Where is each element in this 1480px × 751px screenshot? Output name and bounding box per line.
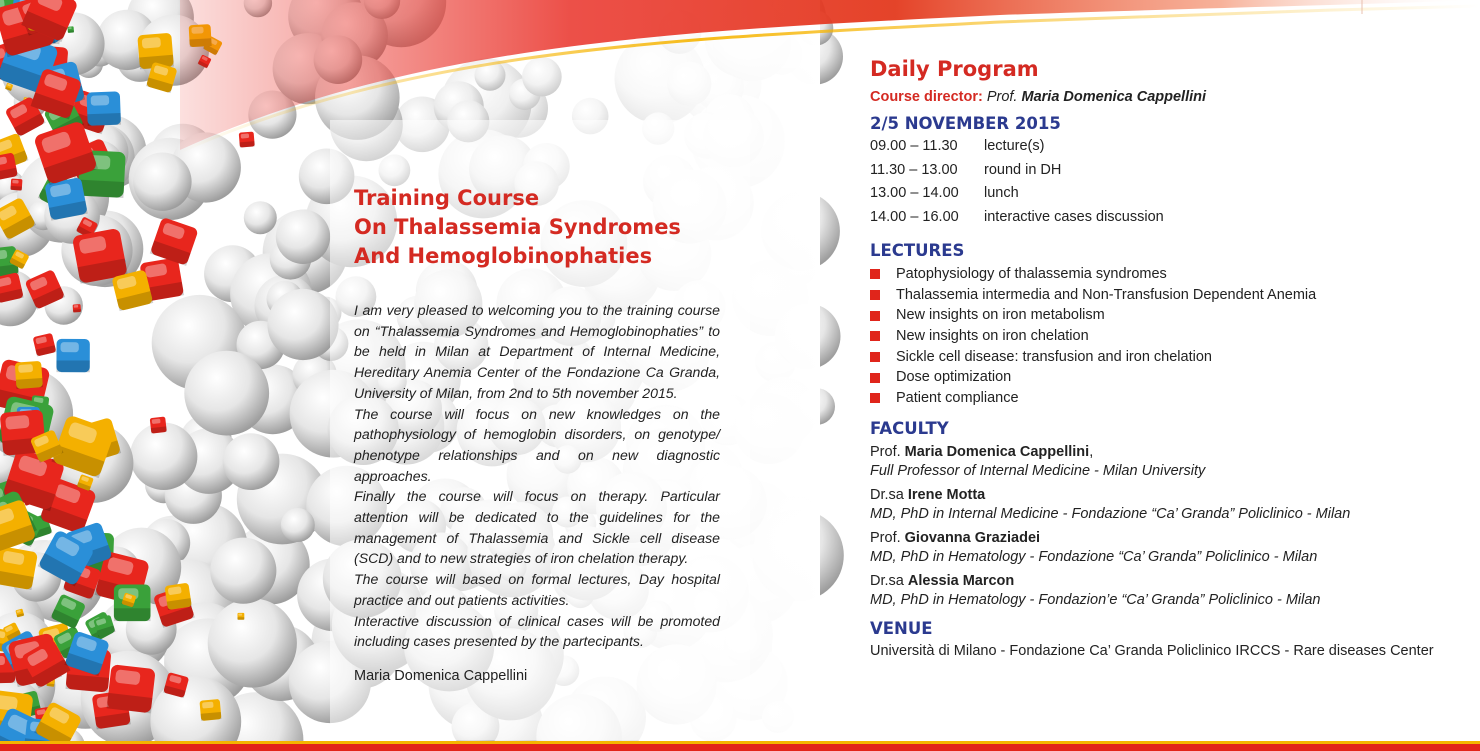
schedule-row <box>870 135 1470 159</box>
course-title-line: On Thalassemia Syndromes <box>354 215 681 239</box>
lecture-title: Sickle cell disease: transfusion and iron chelation <box>896 348 1212 365</box>
faculty-name: Alessia Marcon <box>907 572 1015 589</box>
faculty-name: Irene Motta <box>907 486 986 503</box>
course-title-line: And Hemoglobinophaties <box>354 244 653 268</box>
letter-paragraph: The course will based on formal lectures, Day hospital practice and out patients activities. <box>354 571 720 608</box>
bullet-square-icon <box>870 269 880 279</box>
schedule-row <box>870 159 1470 183</box>
schedule-activity: round in DH <box>984 161 1062 178</box>
intro-section <box>354 184 720 652</box>
daily-program <box>870 55 1470 662</box>
cube-decoration <box>150 416 167 433</box>
faculty-title: Dr.sa <box>870 572 904 589</box>
schedule-row <box>870 182 1470 206</box>
schedule-time: 13.00 – 14.00 <box>870 185 959 202</box>
list-item <box>870 305 1470 326</box>
venue-address: Università di Milano - Fondazione Ca’ Granda Policlinico IRCCS - Rare diseases Center <box>870 642 1434 659</box>
cube-decoration <box>164 583 191 610</box>
cube-decoration <box>0 546 38 590</box>
cube-decoration <box>67 26 74 33</box>
faculty-role: MD, PhD in Hematology - Fondazione “Ca’ Granda” Policlinico - Milan <box>870 548 1318 565</box>
faculty-name: Maria Domenica Cappellini <box>904 443 1090 460</box>
bullet-square-icon <box>870 290 880 300</box>
letter-paragraph: I am very pleased to welcoming you to the training course on “Thalassemia Syndromes and Hemoglobinophaties” to be held in Milan at Department of Internal Medicine, Hereditary Anemia Center of the Fondazione Ca Granda, University of Milan, from 2nd to 5th november 2015. <box>354 302 720 401</box>
letter-paragraph: The course will focus on new knowledges on the pathophysiology of hemoglobin disorders, on genotype/ phenotype relationships and on new diagnostic approaches. <box>354 405 720 484</box>
bullet-square-icon <box>870 393 880 403</box>
faculty-member <box>870 571 1470 610</box>
cube-decoration <box>107 664 156 713</box>
bottom-color-bar <box>0 741 1480 751</box>
list-item <box>870 347 1470 368</box>
course-title-line: Training Course <box>354 186 540 210</box>
letter-signature: Maria Domenica Cappellini <box>354 668 528 684</box>
faculty-role: MD, PhD in Hematology - Fondazion’e “Ca’ Granda” Policlinico - Milan <box>870 591 1321 608</box>
list-item <box>870 326 1470 347</box>
cube-decoration <box>237 613 244 620</box>
faculty-member <box>870 442 1470 481</box>
faculty-role: MD, PhD in Internal Medicine - Fondazione “Ca’ Granda” Policlinico - Milan <box>870 505 1351 522</box>
schedule <box>870 135 1470 230</box>
faculty-heading: FACULTY <box>870 418 949 438</box>
schedule-time: 09.00 – 11.30 <box>870 138 958 154</box>
schedule-activity: lecture(s) <box>984 138 1045 154</box>
cube-decoration <box>239 132 255 148</box>
cube-decoration <box>10 179 22 191</box>
letter-paragraph: Finally the course will focus on therapy. Particular attention will be dedicated to the guidelines for the management of Thalassemia and Sickle cell disease (SCD) and to new strategies of iron chelation therapy. <box>354 488 720 567</box>
bullet-square-icon <box>870 373 880 383</box>
lecture-title: New insights on iron chelation <box>896 327 1089 344</box>
faculty-role: Full Professor of Internal Medicine - Milan University <box>870 462 1206 479</box>
schedule-row <box>870 206 1470 230</box>
faculty-title: Prof. <box>870 529 901 546</box>
bullet-square-icon <box>870 331 880 341</box>
faculty-list <box>870 442 1470 610</box>
date-heading: 2/5 NOVEMBER 2015 <box>870 114 1061 133</box>
program-title: Daily Program <box>870 57 1039 81</box>
lecture-title: Thalassemia intermedia and Non-Transfusion Dependent Anemia <box>896 286 1317 303</box>
director-label: Course director: <box>870 89 983 105</box>
schedule-time: 14.00 – 16.00 <box>870 209 959 226</box>
list-item <box>870 264 1470 285</box>
welcome-letter <box>354 300 720 652</box>
faculty-title: Dr.sa <box>870 486 904 503</box>
lecture-title: New insights on iron metabolism <box>896 307 1105 324</box>
list-item <box>870 367 1470 388</box>
lecture-title: Patophysiology of thalassemia syndromes <box>896 265 1167 282</box>
list-item <box>870 285 1470 306</box>
cube-decoration <box>199 699 221 721</box>
schedule-activity: lunch <box>984 185 1019 202</box>
bullet-square-icon <box>870 352 880 362</box>
course-director <box>870 87 1470 107</box>
cube-decoration <box>72 228 128 284</box>
faculty-title: Prof. <box>870 443 901 460</box>
faculty-member <box>870 528 1470 567</box>
lectures-heading: LECTURES <box>870 240 965 260</box>
lecture-title: Patient compliance <box>896 390 1019 407</box>
director-prefix: Prof. <box>986 89 1018 105</box>
cube-decoration <box>86 91 121 126</box>
lecture-list <box>870 264 1470 409</box>
faculty-member <box>870 485 1470 524</box>
bullet-square-icon <box>870 311 880 321</box>
cube-decoration <box>15 361 43 389</box>
lecture-title: Dose optimization <box>896 369 1012 386</box>
venue-heading: VENUE <box>870 618 933 638</box>
cube-decoration <box>73 304 82 313</box>
schedule-activity: interactive cases discussion <box>984 209 1164 226</box>
list-item <box>870 388 1470 409</box>
faculty-name-suffix: , <box>1089 443 1094 460</box>
course-title <box>354 184 720 271</box>
letter-paragraph: Interactive discussion of clinical cases will be promoted including cases presented by the partecipants. <box>354 612 720 650</box>
director-name: Maria Domenica Cappellini <box>1021 89 1207 105</box>
schedule-time: 11.30 – 13.00 <box>870 161 958 178</box>
cube-decoration <box>56 339 89 372</box>
faculty-name: Giovanna Graziadei <box>904 529 1041 546</box>
